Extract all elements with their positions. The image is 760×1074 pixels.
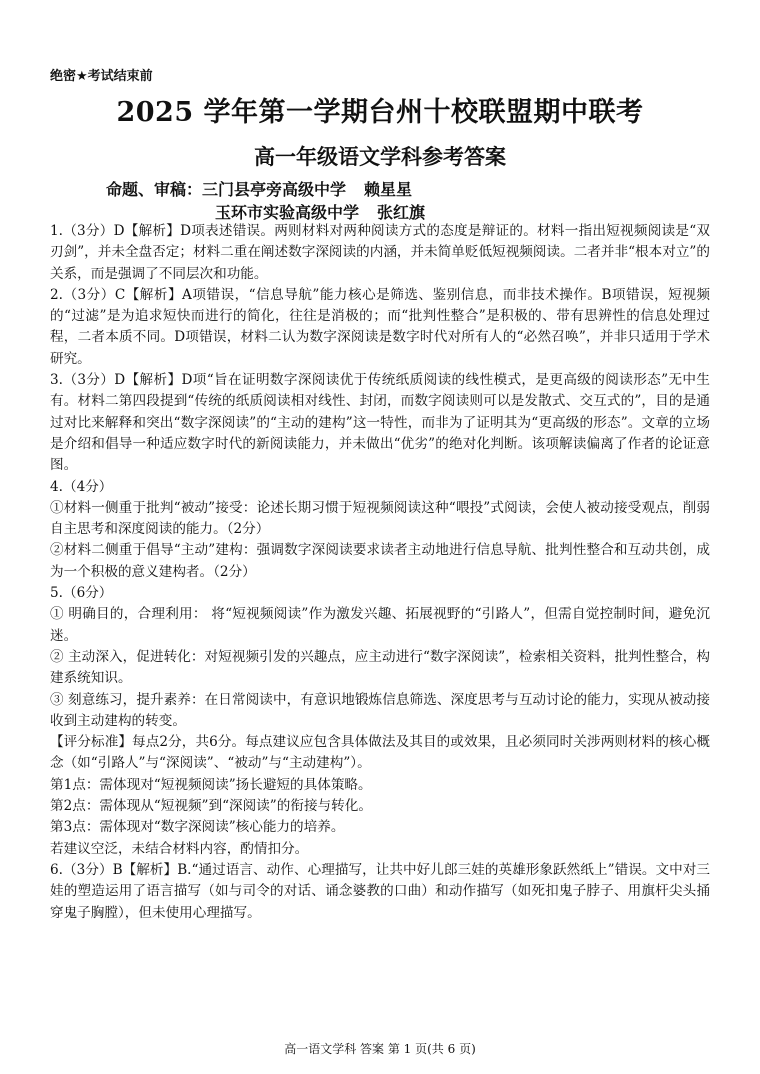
answer-q5-scoring-3: 第3点：需体现对“数字深阅读”核心能力的培养。 bbox=[50, 819, 345, 836]
answer-q1: 1.（3分）D【解析】D项表述错误。两则材料对两种阅读方式的态度是辩证的。材料一指出短视频阅读是“双刃剑”，并未全盘否定；材料二重在阐述数字深阅读的内涵，并未简单贬低短视频阅读。二者并非“根本对立”的关系，而是强调了不同层次和功能。 bbox=[50, 223, 710, 282]
answer-q5-point-2: ② 主动深入，促进转化：对短视频引发的兴趣点，应主动进行“数字深阅读”，检索相关资料，批判性整合，构建系统知识。 bbox=[50, 648, 710, 687]
answer-q5-scoring-2: 第2点：需体现从“短视频”到“深阅读”的衔接与转化。 bbox=[50, 798, 372, 815]
page-title: 2025 学年第一学期台州十校联盟期中联考 bbox=[116, 97, 644, 128]
answer-body bbox=[50, 221, 710, 924]
page-footer: 高一语文学科 答案 第 1 页(共 6 页) bbox=[284, 1042, 476, 1056]
page-subtitle: 高一年级语文学科参考答案 bbox=[254, 144, 506, 169]
answer-q5-scoring: 【评分标准】每点2分，共6分。每点建议应包含具体做法及其目的或效果，且必须同时关涉两则材料的核心概念（如“引路人”与“深阅读”、“被动”与“主动建构”）。 bbox=[50, 734, 710, 772]
author-label: 命题、审稿： bbox=[106, 180, 203, 199]
author-school-2: 玉环市实验高级中学 bbox=[215, 203, 360, 222]
author-school-1: 三门县亭旁高级中学 bbox=[202, 180, 347, 199]
author-name-2: 张红旗 bbox=[377, 203, 426, 222]
answer-q5-scoring-note: 若建议空泛，未结合材料内容，酌情扣分。 bbox=[50, 840, 309, 857]
author-line-1 bbox=[106, 177, 412, 200]
author-name-1: 赖星星 bbox=[364, 180, 413, 199]
answer-q2: 2.（3分）C【解析】A项错误，“信息导航”能力核心是筛选、鉴别信息，而非技术操作。B项错误，短视频的“过滤”是为追求短快而进行的简化，往往是消极的；而“批判性整合”是积极的、带有思辨性的信息处理过程，二者本质不同。D项错误，材料二认为数字深阅读是数字时代对所有人的“必然召唤”，并非只适用于学术研究。 bbox=[50, 286, 710, 367]
answer-q3: 3.（3分）D【解析】D项“旨在证明数字深阅读优于传统纸质阅读的线性模式，是更高级的阅读形态”无中生有。材料二第四段提到“传统的纸质阅读相对线性、封闭，而数字阅读则可以是发散式、交互式的”，目的是通过对比来解释和突出“数字深阅读”的“主动的建构”这一特性，而非为了证明其为“更高级的形态”。文章的立场是介绍和倡导一种适应数字时代的新阅读能力，并未做出“优劣”的绝对化判断。该项解读偏离了作者的论证意图。 bbox=[50, 372, 710, 474]
author-line-2 bbox=[215, 200, 425, 223]
answer-q5-point-3: ③ 刻意练习，提升素养：在日常阅读中，有意识地锻炼信息筛选、深度思考与互动讨论的能力，实现从被动接收到主动建构的转变。 bbox=[50, 691, 710, 729]
answer-q4-point-2: ②材料二侧重于倡导“主动”建构：强调数字深阅读要求读者主动地进行信息导航、批判性整合和互动共创，成为一个积极的意义建构者。（2分） bbox=[50, 542, 710, 580]
answer-q4-point-1: ①材料一侧重于批判“被动”接受：论述长期习惯于短视频阅读这种“喂投”式阅读，会使人被动接受观点，削弱自主思考和深度阅读的能力。（2分） bbox=[50, 499, 710, 538]
answer-q5-heading: 5.（6分） bbox=[50, 585, 113, 602]
answer-q5-point-1: ① 明确目的，合理利用： 将“短视频阅读”作为激发兴趣、拓展视野的“引路人”，但需自觉控制时间，避免沉迷。 bbox=[50, 606, 710, 644]
answer-q6: 6.（3分）B【解析】B.“通过语言、动作、心理描写，让共中好儿郎三娃的英雄形象跃然纸上”错误。文中对三娃的塑造运用了语言描写（如与司令的对话、诵念婆教的口曲）和动作描写（如死扣鬼子脖子、用旗杆尖头捅穿鬼子胸膛），但未使用心理描写。 bbox=[50, 861, 710, 921]
answer-q5-scoring-1: 第1点：需体现对“短视频阅读”扬长避短的具体策略。 bbox=[50, 776, 372, 793]
secret-label: 绝密★考试结束前 bbox=[50, 69, 153, 84]
answer-q4-heading: 4.（4分） bbox=[50, 478, 113, 495]
